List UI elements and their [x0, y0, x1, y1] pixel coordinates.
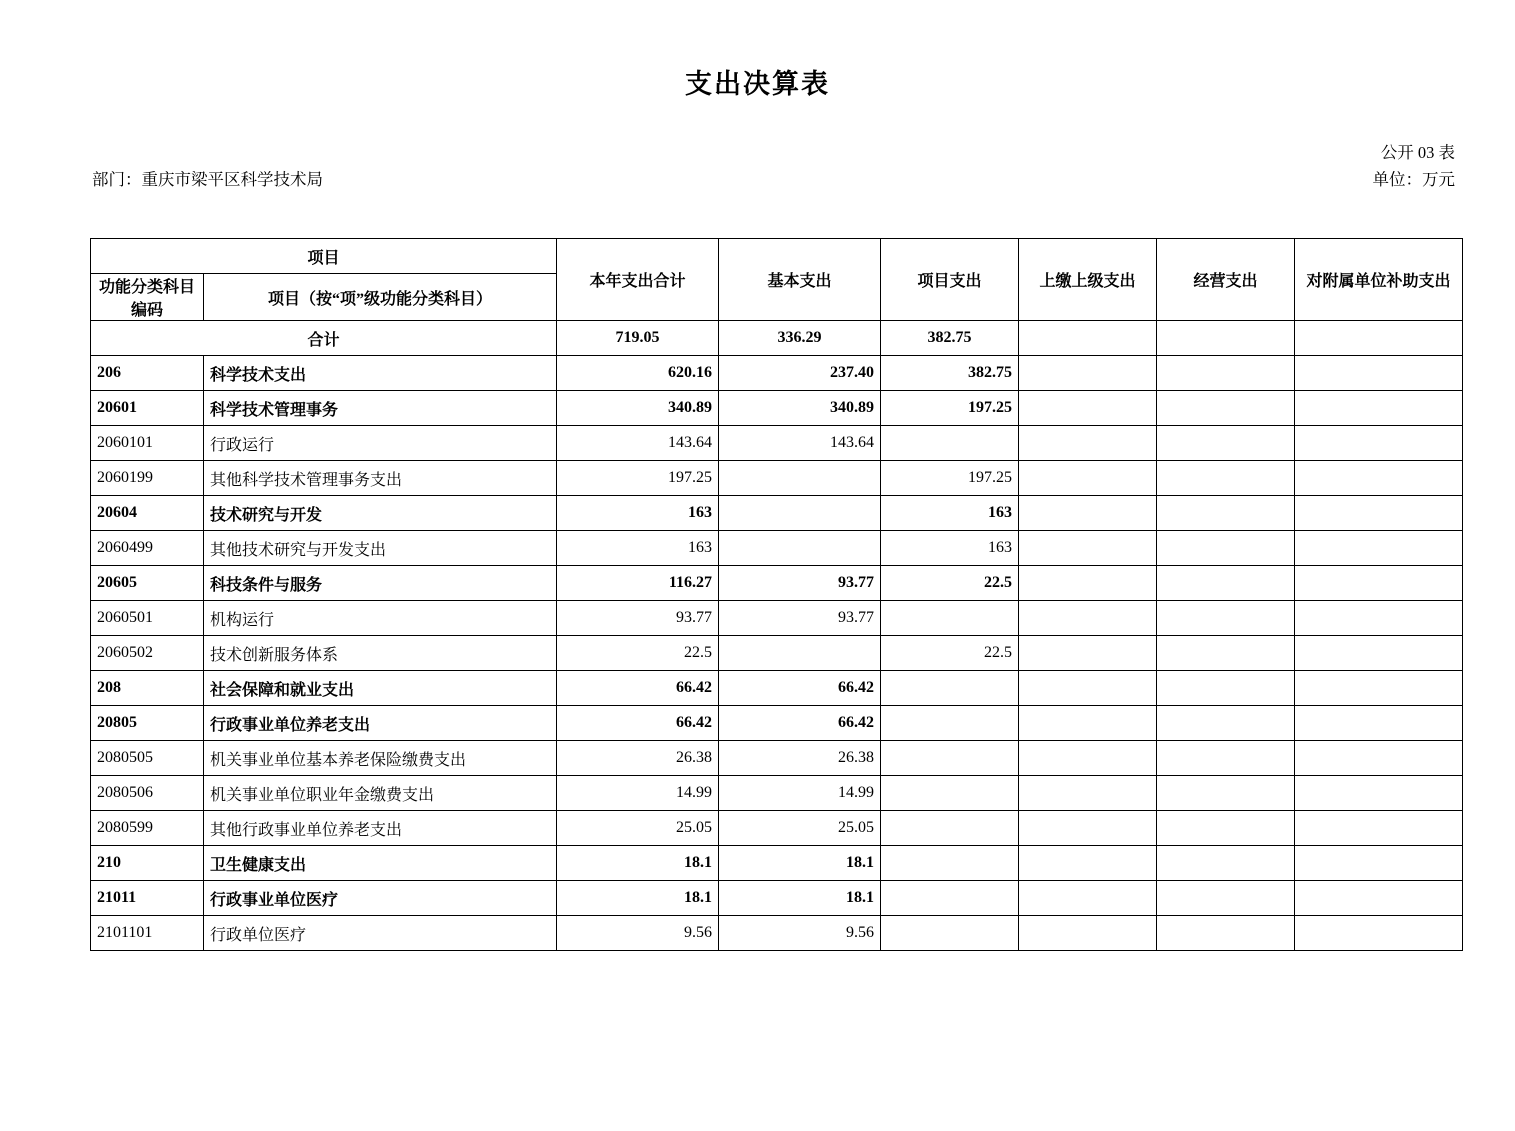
cell-upper [1019, 776, 1157, 811]
cell-total: 66.42 [557, 706, 719, 741]
cell-subsidy [1295, 881, 1463, 916]
cell-subsidy [1295, 461, 1463, 496]
cell-code: 206 [91, 356, 204, 391]
cell-basic: 14.99 [719, 776, 881, 811]
cell-total: 93.77 [557, 601, 719, 636]
cell-subsidy [1295, 846, 1463, 881]
cell-subsidy [1295, 426, 1463, 461]
cell-total: 9.56 [557, 916, 719, 951]
cell-name: 其他行政事业单位养老支出 [204, 811, 557, 846]
cell-upper [1019, 496, 1157, 531]
cell-upper [1019, 916, 1157, 951]
expenditure-table [90, 238, 1463, 951]
cell-name: 机关事业单位基本养老保险缴费支出 [204, 741, 557, 776]
cell-basic [719, 636, 881, 671]
cell-subsidy [1295, 566, 1463, 601]
cell-code: 2060101 [91, 426, 204, 461]
cell-name: 技术研究与开发 [204, 496, 557, 531]
cell-project [881, 811, 1019, 846]
table-row [91, 391, 1463, 426]
cell-project [881, 741, 1019, 776]
cell-subsidy [1295, 811, 1463, 846]
form-number: 公开 03 表 [1380, 143, 1455, 162]
cell-name: 行政事业单位养老支出 [204, 706, 557, 741]
cell-project: 197.25 [881, 461, 1019, 496]
cell-name: 其他科学技术管理事务支出 [204, 461, 557, 496]
cell-code: 2060499 [91, 531, 204, 566]
cell-subsidy [1295, 496, 1463, 531]
total-value-upper [1019, 321, 1157, 356]
cell-project: 163 [881, 531, 1019, 566]
cell-basic: 25.05 [719, 811, 881, 846]
cell-basic: 340.89 [719, 391, 881, 426]
header-code: 功能分类科目编码 [91, 274, 204, 321]
cell-upper [1019, 356, 1157, 391]
cell-basic: 93.77 [719, 566, 881, 601]
cell-upper [1019, 706, 1157, 741]
cell-basic: 18.1 [719, 881, 881, 916]
table-row [91, 916, 1463, 951]
cell-name: 机关事业单位职业年金缴费支出 [204, 776, 557, 811]
header-basic: 基本支出 [719, 239, 881, 321]
cell-total: 22.5 [557, 636, 719, 671]
cell-code: 2060199 [91, 461, 204, 496]
header-project: 项目支出 [881, 239, 1019, 321]
cell-basic: 143.64 [719, 426, 881, 461]
cell-upper [1019, 846, 1157, 881]
cell-operating [1157, 496, 1295, 531]
table-row [91, 531, 1463, 566]
cell-project: 22.5 [881, 566, 1019, 601]
cell-name: 其他技术研究与开发支出 [204, 531, 557, 566]
cell-upper [1019, 461, 1157, 496]
cell-code: 20601 [91, 391, 204, 426]
cell-code: 20805 [91, 706, 204, 741]
cell-code: 2101101 [91, 916, 204, 951]
cell-operating [1157, 566, 1295, 601]
cell-project [881, 776, 1019, 811]
cell-subsidy [1295, 636, 1463, 671]
cell-subsidy [1295, 671, 1463, 706]
cell-name: 机构运行 [204, 601, 557, 636]
cell-code: 2080505 [91, 741, 204, 776]
page-title: 支出决算表 [685, 69, 830, 99]
cell-operating [1157, 881, 1295, 916]
cell-upper [1019, 881, 1157, 916]
cell-operating [1157, 811, 1295, 846]
cell-basic [719, 531, 881, 566]
cell-upper [1019, 566, 1157, 601]
cell-total: 163 [557, 496, 719, 531]
cell-operating [1157, 601, 1295, 636]
cell-code: 2060502 [91, 636, 204, 671]
cell-name: 科学技术管理事务 [204, 391, 557, 426]
cell-subsidy [1295, 601, 1463, 636]
table-row [91, 811, 1463, 846]
cell-subsidy [1295, 706, 1463, 741]
cell-total: 26.38 [557, 741, 719, 776]
cell-basic [719, 461, 881, 496]
cell-operating [1157, 776, 1295, 811]
cell-name: 卫生健康支出 [204, 846, 557, 881]
header-upper: 上缴上级支出 [1019, 239, 1157, 321]
cell-operating [1157, 356, 1295, 391]
table-row [91, 636, 1463, 671]
cell-code: 2080599 [91, 811, 204, 846]
table-row [91, 601, 1463, 636]
table-row [91, 496, 1463, 531]
cell-basic: 66.42 [719, 706, 881, 741]
cell-project: 163 [881, 496, 1019, 531]
header-subsidy: 对附属单位补助支出 [1295, 239, 1463, 321]
cell-project [881, 846, 1019, 881]
cell-basic: 26.38 [719, 741, 881, 776]
cell-project: 22.5 [881, 636, 1019, 671]
cell-total: 66.42 [557, 671, 719, 706]
table-row [91, 741, 1463, 776]
cell-total: 116.27 [557, 566, 719, 601]
header-row-top [91, 239, 1463, 274]
cell-upper [1019, 636, 1157, 671]
table-row-total [91, 321, 1463, 356]
table-row [91, 776, 1463, 811]
cell-code: 20604 [91, 496, 204, 531]
cell-code: 20605 [91, 566, 204, 601]
cell-code: 21011 [91, 881, 204, 916]
cell-basic [719, 496, 881, 531]
cell-project [881, 881, 1019, 916]
cell-subsidy [1295, 356, 1463, 391]
table-row [91, 706, 1463, 741]
cell-subsidy [1295, 531, 1463, 566]
cell-total: 143.64 [557, 426, 719, 461]
cell-operating [1157, 846, 1295, 881]
cell-basic: 18.1 [719, 846, 881, 881]
cell-operating [1157, 636, 1295, 671]
cell-total: 197.25 [557, 461, 719, 496]
cell-operating [1157, 706, 1295, 741]
total-value-total: 719.05 [557, 321, 719, 356]
cell-name: 社会保障和就业支出 [204, 671, 557, 706]
department-label: 部门：重庆市梁平区科学技术局 [92, 170, 323, 189]
cell-code: 2060501 [91, 601, 204, 636]
cell-project: 382.75 [881, 356, 1019, 391]
cell-total: 340.89 [557, 391, 719, 426]
cell-total: 14.99 [557, 776, 719, 811]
cell-total: 25.05 [557, 811, 719, 846]
document-page [0, 62, 1515, 1131]
cell-operating [1157, 391, 1295, 426]
table-row [91, 881, 1463, 916]
cell-upper [1019, 741, 1157, 776]
cell-project [881, 916, 1019, 951]
cell-project [881, 671, 1019, 706]
table-row [91, 566, 1463, 601]
table-row [91, 426, 1463, 461]
header-group-item: 项目 [91, 239, 557, 274]
cell-code: 208 [91, 671, 204, 706]
total-value-basic: 336.29 [719, 321, 881, 356]
cell-total: 18.1 [557, 846, 719, 881]
header-operating: 经营支出 [1157, 239, 1295, 321]
table-row [91, 461, 1463, 496]
cell-code: 2080506 [91, 776, 204, 811]
cell-name: 科学技术支出 [204, 356, 557, 391]
cell-project [881, 601, 1019, 636]
cell-code: 210 [91, 846, 204, 881]
cell-subsidy [1295, 776, 1463, 811]
cell-basic: 9.56 [719, 916, 881, 951]
cell-upper [1019, 671, 1157, 706]
unit-label: 单位：万元 [1372, 170, 1455, 189]
header-name: 项目（按“项”级功能分类科目） [204, 274, 557, 321]
cell-total: 620.16 [557, 356, 719, 391]
table-row [91, 671, 1463, 706]
cell-name: 科技条件与服务 [204, 566, 557, 601]
cell-name: 技术创新服务体系 [204, 636, 557, 671]
cell-operating [1157, 531, 1295, 566]
cell-name: 行政运行 [204, 426, 557, 461]
cell-upper [1019, 531, 1157, 566]
cell-project: 197.25 [881, 391, 1019, 426]
cell-subsidy [1295, 391, 1463, 426]
cell-upper [1019, 811, 1157, 846]
cell-upper [1019, 391, 1157, 426]
cell-operating [1157, 916, 1295, 951]
cell-basic: 66.42 [719, 671, 881, 706]
header-total: 本年支出合计 [557, 239, 719, 321]
cell-upper [1019, 601, 1157, 636]
cell-total: 163 [557, 531, 719, 566]
total-label: 合计 [91, 321, 557, 356]
cell-operating [1157, 461, 1295, 496]
table-row [91, 846, 1463, 881]
table-body [91, 239, 1463, 951]
cell-operating [1157, 671, 1295, 706]
total-value-operating [1157, 321, 1295, 356]
table-row [91, 356, 1463, 391]
cell-name: 行政事业单位医疗 [204, 881, 557, 916]
cell-basic: 237.40 [719, 356, 881, 391]
cell-subsidy [1295, 741, 1463, 776]
total-value-subsidy [1295, 321, 1463, 356]
cell-basic: 93.77 [719, 601, 881, 636]
cell-subsidy [1295, 916, 1463, 951]
cell-operating [1157, 741, 1295, 776]
cell-project [881, 706, 1019, 741]
meta-row [0, 101, 1515, 189]
cell-upper [1019, 426, 1157, 461]
cell-operating [1157, 426, 1295, 461]
cell-project [881, 426, 1019, 461]
total-value-project: 382.75 [881, 321, 1019, 356]
cell-total: 18.1 [557, 881, 719, 916]
cell-name: 行政单位医疗 [204, 916, 557, 951]
